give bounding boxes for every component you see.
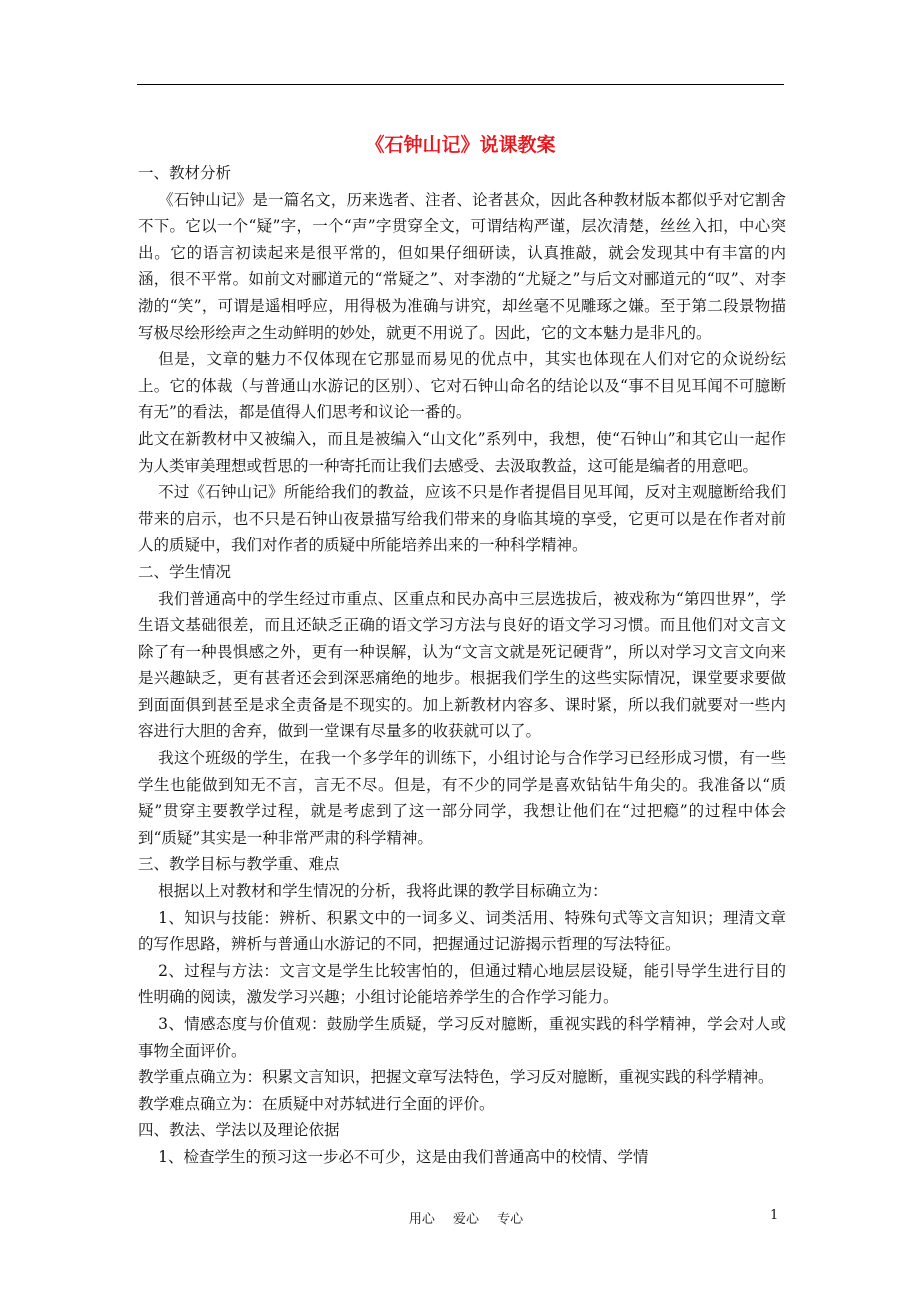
paragraph: 《石钟山记》是一篇名文，历来选者、注者、论者甚众，因此各种教材版本都似乎对它割舍不下。它以一个“疑”字，一个“声”字贯穿全文，可谓结构严谨，层次清楚，丝丝入扣，中心突出。它的语言初读起来是很平常的，但如果仔细研读，认真推敲，就会发现其中有丰富的内涵，很不平常。如前文对郦道元的“常疑之”、对李渤的“尤疑之”与后文对郦道元的“叹”、对李渤的“笑”，可谓是遥相呼应，用得极为准确与讲究，却丝毫不见雕琢之嫌。至于第二段景物描写极尽绘形绘声之生动鲜明的妙处，就更不用说了。因此，它的文本魅力是非凡的。 [138,190,786,342]
section-heading: 三、教学目标与教学重、难点 [138,855,340,874]
paragraph: 不过《石钟山记》所能给我们的教益，应该不只是作者提倡目见耳闻，反对主观臆断给我们带来的启示，也不只是石钟山夜景描写给我们带来的身临其境的享受，它更可以是在作者对前人的质疑中，我们对作者的质疑中所能培养出来的一种科学精神。 [138,483,786,555]
paragraph: 此文在新教材中又被编入，而且是被编入“山文化”系列中，我想，使“石钟山”和其它山一起作为人类审美理想或哲思的一种寄托而让我们去感受、去汲取教益，这可能是编者的用意吧。 [138,429,786,475]
document-title: 《石钟山记》说课教案 [365,134,556,156]
paragraph: 3、情感态度与价值观：鼓励学生质疑，学习反对臆断，重视实践的科学精神，学会对人或事物全面评价。 [138,1015,786,1060]
paragraph: 但是，文章的魅力不仅体现在它那显而易见的优点中，其实也体现在人们对它的众说纷纭上。它的体裁（与普通山水游记的区别）、它对石钟山命名的结论以及“事不目见耳闻不可臆断有无”的看法，都是值得人们思考和议论一番的。 [138,350,786,422]
paragraph: 1、检查学生的预习这一步必不可少，这是由我们普通高中的校情、学情 [158,1147,649,1166]
section-heading: 一、教材分析 [138,164,232,182]
paragraph: 根据以上对教材和学生情况的分析，我将此课的教学目标确立为： [158,882,608,901]
section-heading: 四、教法、学法以及理论依据 [138,1121,340,1140]
document-body [138,160,786,1171]
paragraph: 教学重点确立为：积累文言知识，把握文章写法特色，学习反对臆断，重视实践的科学精神。 [138,1068,774,1087]
paragraph: 我们普通高中的学生经过市重点、区重点和民办高中三层选拔后，被戏称为“第四世界”，学生语文基础很差，而且还缺乏正确的语文学习方法与良好的语文学习习惯。而且他们对文言文除了有一种畏惧感之外，更有一种误解，认为“文言文就是死记硬背”，所以对学习文言文向来是兴趣缺乏，更有甚者还会到深恶痛绝的地步。根据我们学生的这些实际情况，课堂要求要做到面面俱到甚至是求全责备是不现实的。加上新教材内容多、课时紧，所以我们就要对一些内容进行大胆的舍弃，做到一堂课有尽量多的收获就可以了。 [138,589,786,741]
page-number: 1 [770,1208,779,1223]
paragraph: 1、知识与技能：辨析、积累文中的一词多义、词类活用、特殊句式等文言知识；理清文章的写作思路，辨析与普通山水游记的不同，把握通过记游揭示哲理的写法特征。 [138,908,786,954]
section-heading: 二、学生情况 [138,562,232,581]
paragraph: 2、过程与方法：文言文是学生比较害怕的，但通过精心地层层设疑，能引导学生进行目的性明确的阅读，激发学习兴趣；小组讨论能培养学生的合作学习能力。 [138,961,786,1007]
header-rule [137,84,784,85]
paragraph: 我这个班级的学生，在我一个多学年的训练下，小组讨论与合作学习已经形成习惯，有一些学生也能做到知无不言，言无不尽。但是，有不少的同学是喜欢钻钻牛角尖的。我准备以“质疑”贯穿主要教学过程，就是考虑到了这一部分同学，我想让他们在“过把瘾”的过程中体会到“质疑”其实是一种非常严肃的科学精神。 [138,749,786,847]
footer-motto: 用心 爱心 专心 [408,1212,524,1227]
paragraph: 教学难点确立为：在质疑中对苏轼进行全面的评价。 [138,1094,495,1113]
